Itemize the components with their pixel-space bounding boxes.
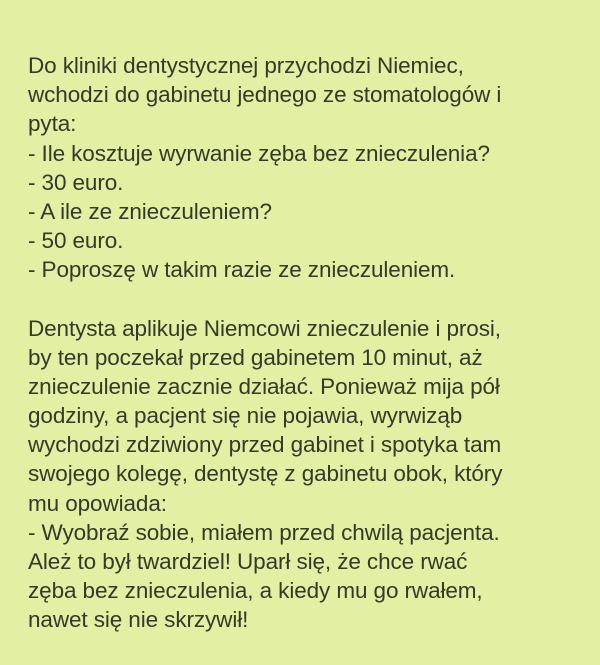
joke-line: Dentysta aplikuje Niemcowi znieczulenie i prosi, (28, 315, 501, 341)
joke-line: swojego kolegę, dentystę z gabinetu obok, który (28, 461, 503, 487)
joke-line: - A ile ze znieczuleniem? (28, 198, 272, 224)
joke-line: - 50 euro. (28, 228, 124, 254)
joke-line: by ten poczekał przed gabinetem 10 minut, aż (28, 344, 483, 370)
paragraph-spacer (28, 285, 588, 314)
joke-paragraph-2 (28, 314, 588, 635)
joke-paragraph-1 (28, 51, 588, 285)
joke-line: - 30 euro. (28, 169, 124, 195)
joke-text (28, 51, 588, 635)
joke-line: zęba bez znieczulenia, a kiedy mu go rwałem, (28, 578, 483, 604)
joke-line: mu opowiada: (28, 490, 167, 516)
joke-line: - Ile kosztuje wyrwanie zęba bez znieczulenia? (28, 140, 490, 166)
joke-line: pyta: (28, 111, 77, 137)
joke-line: wychodzi zdziwiony przed gabinet i spotyka tam (28, 432, 502, 458)
joke-line: wchodzi do gabinetu jednego ze stomatologów i (28, 82, 502, 108)
joke-line: Ależ to był twardziel! Uparł się, że chce rwać (28, 549, 468, 574)
joke-line: znieczulenie zacznie działać. Ponieważ mija pół (28, 373, 500, 399)
joke-line: godziny, a pacjent się nie pojawia, wyrwiząb (28, 403, 463, 429)
joke-line: - Poproszę w takim razie ze znieczuleniem. (28, 257, 456, 283)
joke-line: - Wyobraź sobie, miałem przed chwilą pacjenta. (28, 519, 500, 545)
joke-line: Do kliniki dentystycznej przychodzi Niemiec, (28, 53, 464, 78)
joke-line: nawet się nie skrzywił! (28, 607, 249, 633)
